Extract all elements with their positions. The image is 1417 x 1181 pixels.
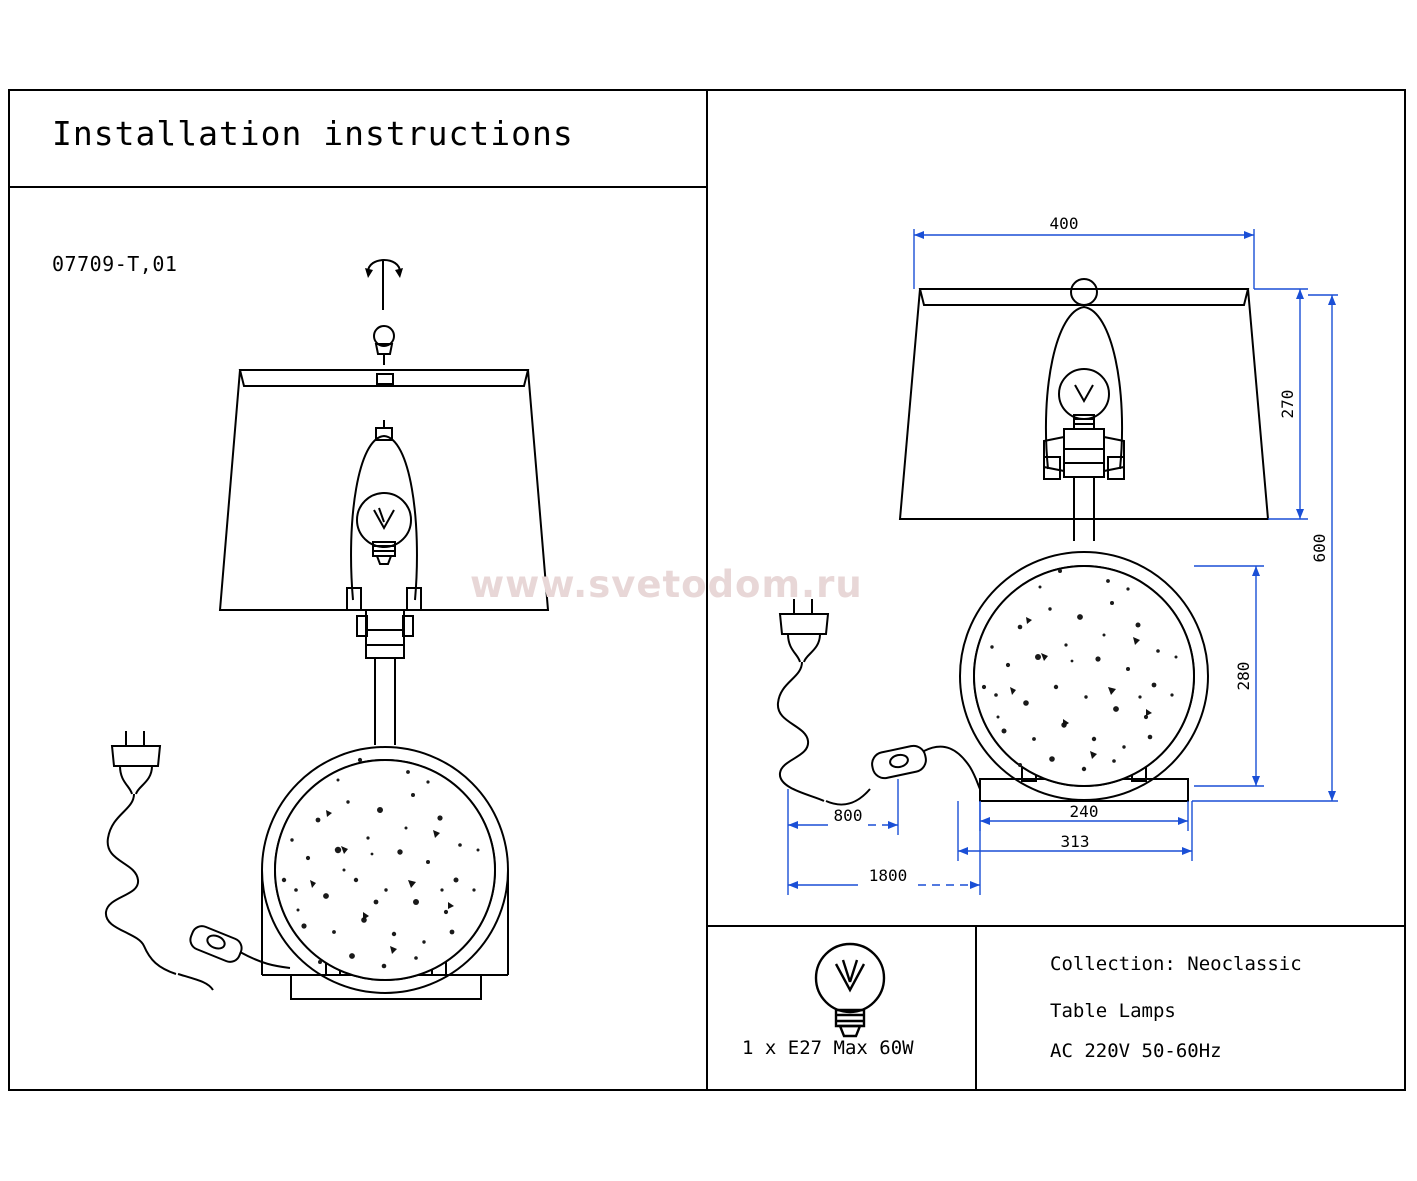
finial xyxy=(374,326,394,365)
spec-category: Table Lamps xyxy=(1050,1000,1176,1022)
dim-total-height: 600 xyxy=(1310,533,1329,563)
info-column-divider xyxy=(975,925,977,1091)
finial-side xyxy=(1071,279,1097,305)
power-cord-side xyxy=(778,599,980,805)
base-texture xyxy=(275,758,495,980)
dim-base-diameter: 280 xyxy=(1234,661,1253,691)
watermark: www.svetodom.ru xyxy=(470,563,863,606)
base-texture-side xyxy=(974,566,1194,786)
front-view-drawing xyxy=(8,190,708,1090)
spec-electrical: AC 220V 50-60Hz xyxy=(1050,1040,1222,1062)
bulb-icon xyxy=(357,493,411,564)
lamp-shade xyxy=(220,370,548,610)
model-code: 07709-T,01 xyxy=(52,252,178,276)
rotation-arrow-icon xyxy=(365,260,403,310)
harp-side xyxy=(1044,307,1124,479)
dim-shade-height: 270 xyxy=(1278,389,1297,419)
lamp-socket-side xyxy=(1044,429,1124,477)
dim-cord-total: 1800 xyxy=(868,866,908,885)
bulb-icon-side xyxy=(1059,369,1109,429)
page-title: Installation instructions xyxy=(52,114,574,153)
bulb-spec-label: 1 x E27 Max 60W xyxy=(742,1037,914,1059)
title-rule xyxy=(8,186,707,188)
dim-shade-width: 400 xyxy=(1049,214,1079,233)
dim-foot-length: 313 xyxy=(1060,832,1090,851)
dim-foot-width: 240 xyxy=(1069,802,1099,821)
dim-cord-to-switch: 800 xyxy=(833,806,863,825)
lamp-stem-side xyxy=(1074,477,1094,541)
lamp-shade-side xyxy=(900,289,1268,519)
lamp-socket xyxy=(357,610,413,658)
side-view-drawing xyxy=(708,89,1408,925)
spec-collection: Collection: Neoclassic xyxy=(1050,953,1302,975)
lamp-stem xyxy=(375,658,395,745)
info-rule xyxy=(706,925,1406,927)
